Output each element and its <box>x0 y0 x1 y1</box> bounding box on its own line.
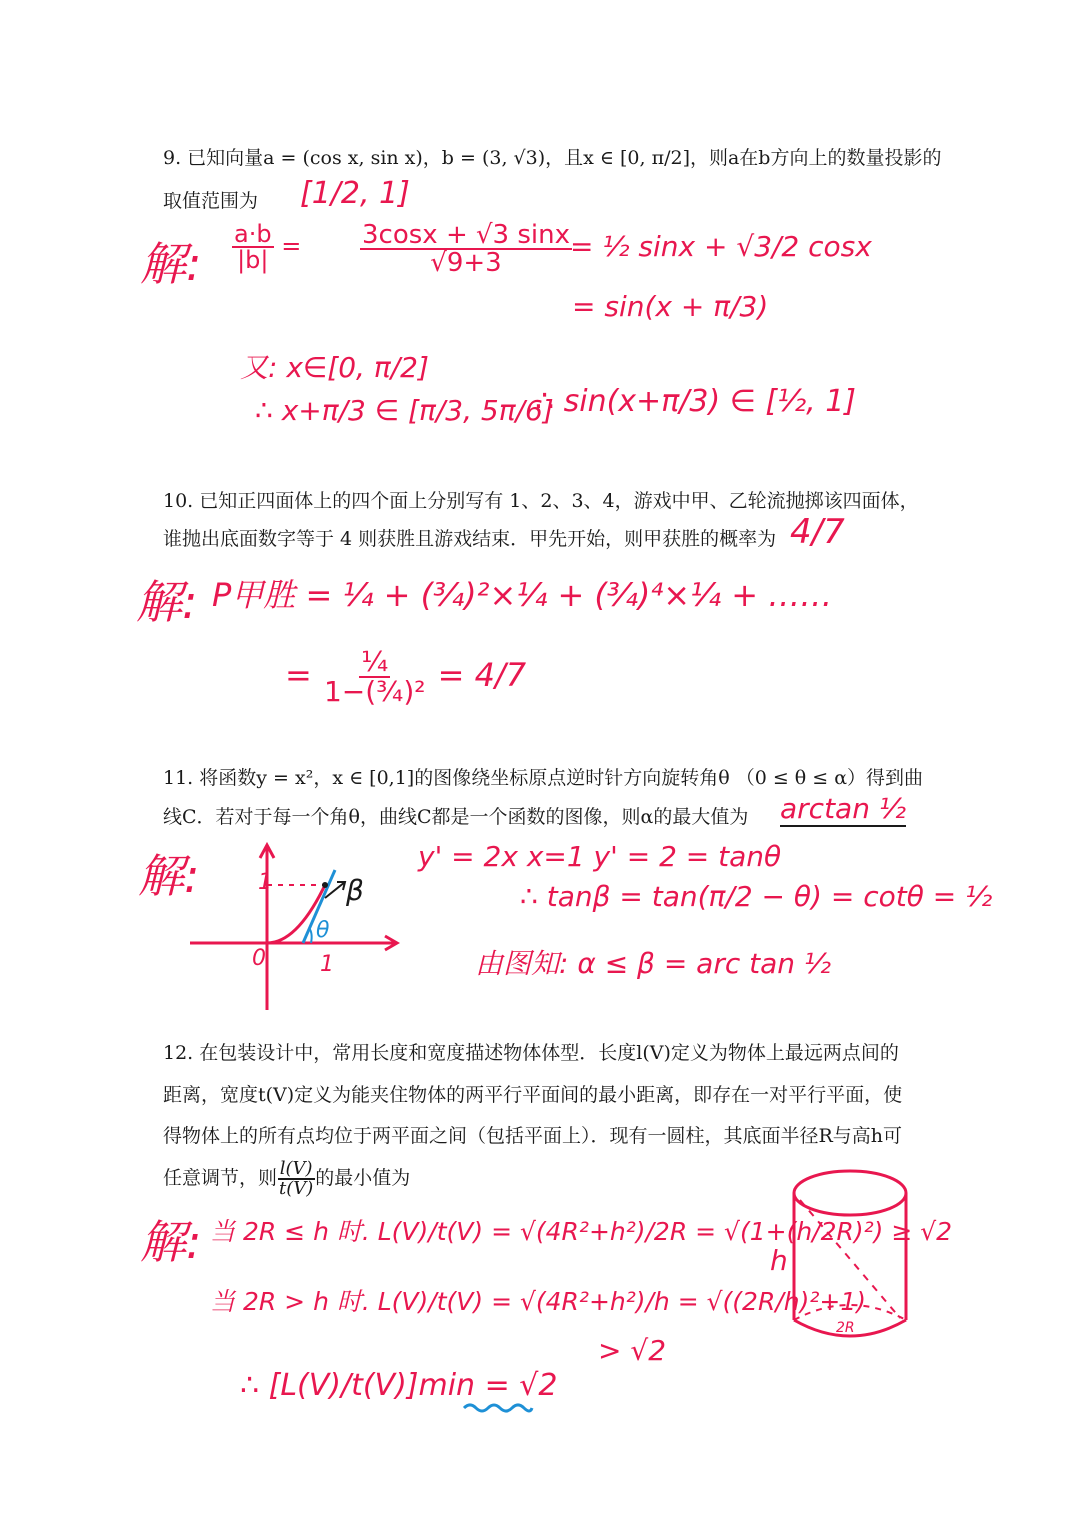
q12-solution-label: 解: <box>140 1215 202 1269</box>
q12-sol-step3: ∴ [L(V)/t(V)]min = √2 <box>240 1368 558 1403</box>
q11-axes <box>190 845 397 1010</box>
q11-line-2: 线C．若对于每一个角θ，曲线C都是一个函数的图像，则α的最大值为 <box>163 806 749 828</box>
q12-answer-underline <box>462 1402 534 1414</box>
q12-line-3: 得物体上的所有点均位于两平面之间（包括平面上）．现有一圆柱，其底面半径R与高h可 <box>163 1125 903 1147</box>
q12-sol-step2: 当 2R > h 时. L(V)/t(V) = √(4R²+h²)/h = √((2R/h)²+1) <box>210 1287 866 1316</box>
q11-graph-beta: β <box>346 874 364 907</box>
q9-sol-step1-rhs: = ½ sinx + √3/2 cosx <box>570 230 872 263</box>
q10-line-2: 谁抛出底面数字等于 4 则获胜且游戏结束．甲先开始，则甲获胜的概率为 <box>163 528 777 550</box>
q9-sol-step5: ∴ sin(x+π/3) ∈ [½, 1] <box>535 384 857 419</box>
q10-sol-step1: P甲胜 = ¼ + (¾)²×¼ + (¾)⁴×¼ + …… <box>212 576 833 614</box>
q12-cylinder-diameter-label: 2R <box>836 1320 855 1336</box>
q12-sol-step1: 当 2R ≤ h 时. L(V)/t(V) = √(4R²+h²)/2R = √(1+(h/2R)²) ≥ √2 <box>210 1217 953 1246</box>
q11-line-1: 11. 将函数y = x²，x ∈ [0,1]的图像绕坐标原点逆时针方向旋转角θ （0 ≤ θ ≤ α）得到曲 <box>163 767 924 789</box>
q9-solution-label: 解: <box>140 237 202 291</box>
q11-graph-y-tick: 1 <box>258 870 272 895</box>
q10-sol-step2: = $\frac{\text{¼}}{\text{1−(¾)²}}$ = 4/7 <box>285 645 527 708</box>
q11-theta-arc <box>309 928 312 943</box>
q9-sol-step2: = sin(x + π/3) <box>572 290 769 323</box>
q9-sol-step1: $\frac{3\cos x + √3 \sin x}{√9+3}$ <box>362 220 570 278</box>
q9-sol-step3: 又: x∈[0, π/2] <box>240 351 429 384</box>
q11-graph <box>185 840 415 1015</box>
q10-solution-label: 解: <box>136 575 198 629</box>
q11-sol-step3: 由图知: α ≤ β = arc tan ½ <box>475 947 832 980</box>
q12-sol-step2b: > √2 <box>598 1334 667 1367</box>
q11-graph-x-tick: 1 <box>320 952 334 977</box>
q12-cylinder-height-label: h <box>770 1244 788 1277</box>
q11-sol-step2: ∴ tanβ = tan(π/2 − θ) = cotθ = ½ <box>520 880 993 913</box>
q9-sol-step4: ∴ x+π/3 ∈ [π/3, 5π/6] <box>255 394 554 427</box>
q9-line-1: 9. 已知向量a = (cos x, sin x)，b = (3, √3)，且x ∈ [0, π/2]，则a在b方向上的数量投影的 <box>163 147 942 169</box>
q11-sol-step1: y' = 2x x=1 y' = 2 = tanθ <box>418 840 782 873</box>
q11-graph-theta: θ <box>316 918 330 943</box>
q9-proj-formula: $\frac{a\cdot b}{|b|}$ = <box>234 220 302 274</box>
q11-answer: arctan ½ <box>780 792 906 825</box>
q11-graph-origin: 0 <box>252 946 266 971</box>
q12-line-4: 任意调节，则 $\frac{l(V)}{t(V)}$ 的最小值为 <box>163 1158 411 1199</box>
q9-line-2: 取值范围为 <box>163 190 259 212</box>
q11-solution-label: 解: <box>138 849 200 903</box>
q12-line-2: 距离，宽度t(V)定义为能夹住物体的两平行平面间的最小距离，即存在一对平行平面，使 <box>163 1084 903 1106</box>
q10-answer: 4/7 <box>790 512 845 552</box>
q12-line-1: 12. 在包装设计中，常用长度和宽度描述物体体型．长度l(V)定义为物体上最远两点间的 <box>163 1042 899 1064</box>
q10-line-1: 10. 已知正四面体上的四个面上分别写有 1、2、3、4，游戏中甲、乙轮流抛掷该四面体， <box>163 490 919 512</box>
q9-answer: [1/2, 1] <box>300 176 410 211</box>
